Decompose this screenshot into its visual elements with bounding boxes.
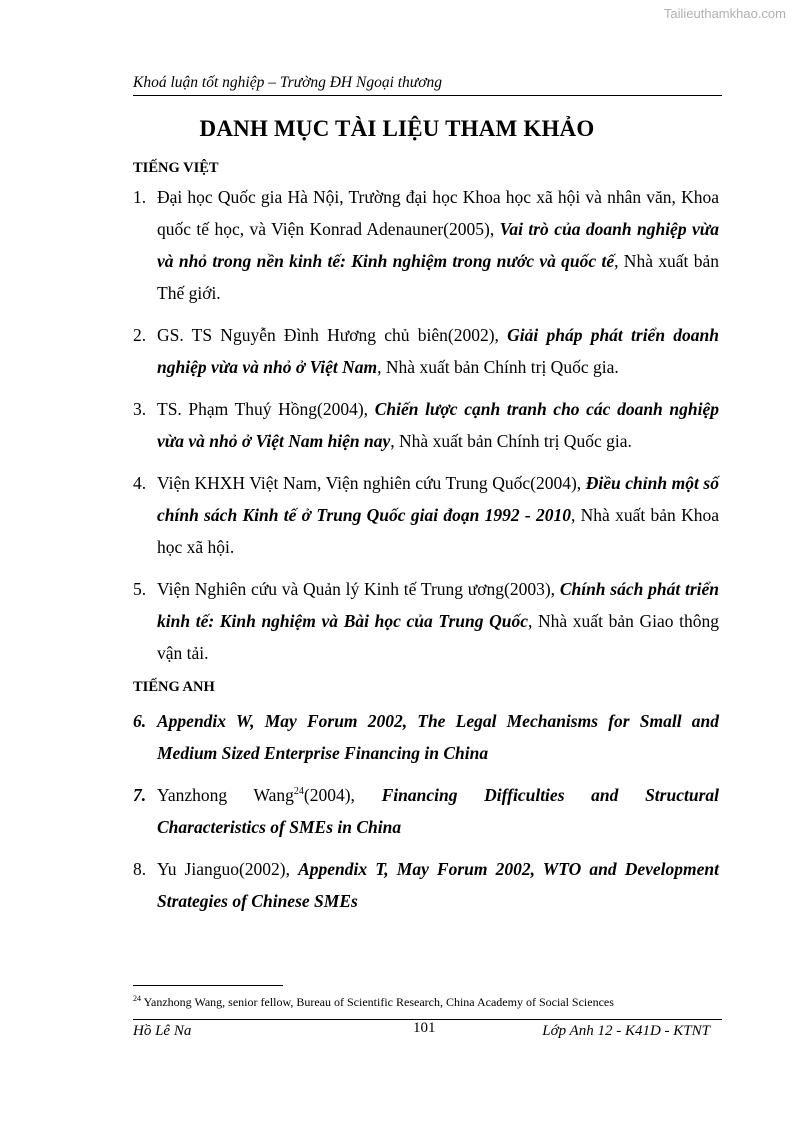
page-number: 101 [413,1020,436,1036]
reference-item [133,181,719,309]
reference-item [133,393,719,457]
section-label-vietnamese: TIẾNG VIỆT [133,160,219,176]
footer-author: Hồ Lê Na [133,1023,192,1039]
reference-title: Giải pháp phát triển doanh nghiệp vừa và nhỏ ở Việt Nam [157,325,719,377]
reference-authors: Đại học Quốc gia Hà Nội, Trường đại học Khoa học xã hội và nhân văn, Khoa quốc tế học, và Viện Konrad Adenauner(2005), [157,187,719,239]
reference-number: 5. [133,579,147,599]
reference-title: Chính sách phát triển kinh tế: Kinh nghiệm và Bài học của Trung Quốc [157,579,719,631]
reference-title: Appendix T, May Forum 2002, WTO and Development Strategies of Chinese SMEs [157,859,719,911]
reference-publisher: , Nhà xuất bản Chính trị Quốc gia. [390,431,632,451]
reference-item [133,779,719,843]
reference-year: (2004), [303,785,382,805]
reference-number: 6. [133,711,147,731]
reference-number: 1. [133,187,147,207]
reference-authors: Yu Jianguo(2002), [157,859,299,879]
reference-title: Financing Difficulties and Structural Characteristics of SMEs in China [157,785,719,837]
reference-title: Điều chỉnh một số chính sách Kinh tế ở Trung Quốc giai đoạn 1992 - 2010 [157,473,719,525]
reference-item [133,573,719,669]
footer-class: Lớp Anh 12 - K41D - KTNT [542,1023,710,1039]
page-title: DANH MỤC TÀI LIỆU THAM KHẢO [199,116,595,141]
running-header: Khoá luận tốt nghiệp – Trường ĐH Ngoại thương [133,74,722,96]
reference-publisher: , Nhà xuất bản Chính trị Quốc gia. [377,357,619,377]
reference-publisher: , Nhà xuất bản Giao thông vận tải. [157,611,719,663]
reference-authors: TS. Phạm Thuý Hồng(2004), [157,399,375,419]
reference-number: 4. [133,473,147,493]
footnote-number: 24 [133,994,141,1003]
english-reference-list [133,705,719,927]
section-label-english: TIẾNG ANH [133,679,215,695]
reference-number: 2. [133,325,147,345]
reference-number: 8. [133,859,147,879]
reference-authors: Yanzhong Wang [157,785,294,805]
footnote-marker: 24 [293,786,304,798]
reference-publisher: , Nhà xuất bản Thế giới. [157,251,719,303]
reference-title: Chiến lược cạnh tranh cho các doanh nghiệp vừa và nhỏ ở Việt Nam hiện nay [157,399,719,451]
footnote [133,994,733,1010]
reference-item [133,705,719,769]
reference-authors: GS. TS Nguyễn Đình Hương chủ biên(2002), [157,325,508,345]
reference-authors: Viện Nghiên cứu và Quản lý Kinh tế Trung ương(2003), [157,579,560,599]
reference-publisher: , Nhà xuất bản Khoa học xã hội. [157,505,719,557]
reference-number: 3. [133,399,147,419]
reference-item [133,853,719,917]
reference-title: Appendix W, May Forum 2002, The Legal Mechanisms for Small and Medium Sized Enterprise Financing in China [157,711,719,763]
watermark: Tailieuthamkhao.com [663,6,786,21]
reference-authors: Viện KHXH Việt Nam, Viện nghiên cứu Trung Quốc(2004), [157,473,586,493]
footnote-text: Yanzhong Wang, senior fellow, Bureau of Scientific Research, China Academy of Social Sciences [143,995,614,1009]
footnote-divider [133,985,283,986]
reference-item [133,319,719,383]
vietnamese-reference-list [133,181,719,679]
reference-title: Vai trò của doanh nghiệp vừa và nhỏ trong nền kinh tế: Kinh nghiệm trong nước và quốc tế [157,219,719,271]
reference-number: 7. [133,785,147,805]
reference-item [133,467,719,563]
